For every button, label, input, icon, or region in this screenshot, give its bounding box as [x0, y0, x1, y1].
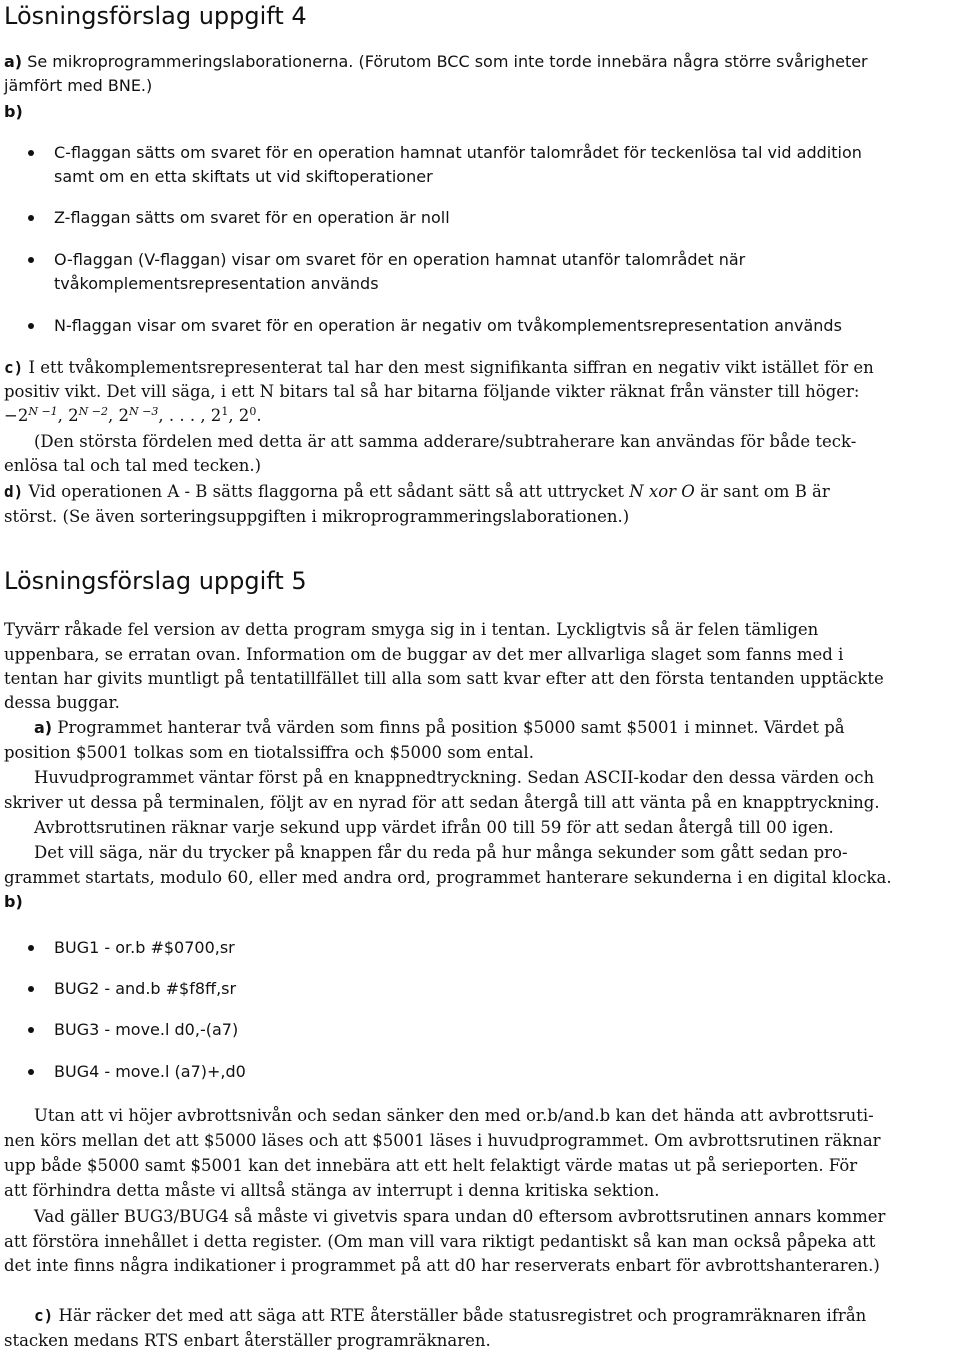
flag-c-line-2: samt om en etta skiftats ut vid skiftoperationer: [54, 167, 433, 186]
bug-3: BUG3 - move.l d0,-(a7): [54, 1020, 239, 1039]
part-4d-text-post: är sant om B är: [694, 482, 830, 501]
main-program-line-2: skriver ut dessa på terminalen, följt av en nyrad för att sedan återgå till att vänta på en knapptryckning.: [4, 793, 880, 812]
part-label-c: c): [34, 1306, 54, 1325]
part-5a-text-1: Programmet hanterar två värden som finns på position $5000 samt $5001 i minnet. Värdet på: [57, 718, 845, 737]
part-label-a: a): [4, 52, 23, 71]
part-5c-text-2: stacken medans RTS enbart återställer programräknaren.: [4, 1331, 491, 1350]
flag-o-line-1: O-flaggan (V-flaggan) visar om svaret för en operation hamnat utanför talområdet när: [54, 250, 746, 269]
bullet-icon: [28, 323, 34, 329]
part-4c-note-2: enlösa tal och tal med tecken.): [4, 456, 262, 475]
explanation-1-line-2: nen körs mellan det att $5000 läses och att $5001 läses i huvudprogrammet. Om avbrottsrutinen räknar: [4, 1131, 881, 1150]
explanation-2-line-1: Vad gäller BUG3/BUG4 så måste vi givetvis spara undan d0 eftersom avbrottsrutinen annars kommer: [34, 1207, 886, 1226]
part-4d: [4, 482, 830, 502]
part-4d-text-pre: Vid operationen A - B sätts flaggorna på ett sådant sätt så att uttrycket: [28, 482, 630, 501]
part-label-b: b): [4, 102, 23, 121]
flag-z-line-1: Z-flaggan sätts om svaret för en operation är noll: [54, 208, 450, 227]
intro-line-4: dessa buggar.: [4, 693, 120, 712]
intro-line-3: tentan har givits muntligt på tentatillfället till alla som satt kvar efter att den första tentanden upptäckte: [4, 669, 884, 688]
main-program-line-1: Huvudprogrammet väntar först på en knappnedtryckning. Sedan ASCII-kodar den dessa värden och: [34, 768, 875, 787]
part-5a: [34, 718, 845, 738]
summary-line-2: grammet startats, modulo 60, eller med andra ord, programmet hanterare sekunderna i en digital klocka.: [4, 868, 892, 887]
part-5c-text-1: Här räcker det med att säga att RTE återställer både statusregistret och programräknaren ifrån: [58, 1306, 867, 1325]
bug-4: BUG4 - move.l (a7)+,d0: [54, 1062, 246, 1081]
bullet-icon: [28, 215, 34, 221]
flag-n-line-1: N-flaggan visar om svaret för en operation är negativ om tvåkomplementsrepresentation används: [54, 316, 842, 335]
interrupt-routine-line: Avbrottsrutinen räknar varje sekund upp värdet ifrån 00 till 59 för att sedan återgå till 00 igen.: [34, 818, 834, 837]
part-4c-text-2: positiv vikt. Det vill säga, i ett N bitars tal så har bitarna följande vikter räknat från vänster till höger:: [4, 382, 860, 401]
explanation-1-line-4: att förhindra detta måste vi alltså stänga av interrupt i denna kritiska sektion.: [4, 1181, 660, 1200]
part-4d-expression: N xor O: [629, 482, 695, 501]
bug-2: BUG2 - and.b #$f8ff,sr: [54, 979, 237, 998]
part-label-b: b): [4, 892, 23, 911]
part-label-a: a): [34, 718, 53, 737]
part-4d-text-2: störst. (Se även sorteringsuppgiften i mikroprogrammeringslaborationen.): [4, 507, 630, 526]
section-4-title: Lösningsförslag uppgift 4: [4, 2, 307, 30]
part-5c: [34, 1306, 866, 1326]
part-4a: [4, 52, 868, 72]
bullet-icon: [28, 1069, 34, 1075]
bullet-icon: [28, 945, 34, 951]
bullet-icon: [28, 257, 34, 263]
part-5a-text-2: position $5001 tolkas som en tiotalssiffra och $5000 som ental.: [4, 743, 534, 762]
bullet-icon: [28, 1027, 34, 1033]
part-4a-text-1: Se mikroprogrammeringslaborationerna. (Förutom BCC som inte torde innebära några större svårigheter: [27, 52, 868, 71]
intro-line-1: Tyvärr råkade fel version av detta program smyga sig in i tentan. Lyckligtvis så är felen tämligen: [4, 620, 819, 639]
part-4c-text-1: I ett tvåkomplementsrepresenterat tal har den mest signifikanta siffran en negativ vikt istället för en: [28, 358, 874, 377]
section-5-title: Lösningsförslag uppgift 5: [4, 567, 307, 595]
bullet-icon: [28, 150, 34, 156]
flag-o-line-2: tvåkomplementsrepresentation används: [54, 274, 379, 293]
part-4c-note-1: (Den största fördelen med detta är att samma adderare/subtraherare kan användas för både teck-: [34, 432, 857, 451]
part-label-c: c): [4, 358, 24, 377]
part-4a-text-2: jämfört med BNE.): [4, 76, 153, 95]
intro-line-2: uppenbara, se erratan ovan. Information om de buggar av det mer allvarliga slaget som fanns med i: [4, 645, 844, 664]
explanation-2-line-3: det inte finns några indikationer i programmet på att d0 har reserverats enbart för avbrottshanteraren.): [4, 1256, 880, 1275]
bit-weights-formula: $-2^{N -1}$, $2^{N -2}$, $2^{N -3}$, . . . , $2^1$, $2^0$.: [4, 405, 262, 425]
explanation-2-line-2: att förstöra innehållet i detta register. (Om man vill vara riktigt pedantiskt så kan man också påpeka att: [4, 1232, 876, 1251]
bug-1: BUG1 - or.b #$0700,sr: [54, 938, 235, 957]
part-label-d: d): [4, 482, 24, 501]
flag-c-line-1: C-flaggan sätts om svaret för en operation hamnat utanför talområdet för teckenlösa tal vid addition: [54, 143, 862, 162]
bullet-icon: [28, 986, 34, 992]
explanation-1-line-1: Utan att vi höjer avbrottsnivån och sedan sänker den med or.b/and.b kan det hända att avbrottsruti-: [34, 1106, 874, 1125]
summary-line-1: Det vill säga, när du trycker på knappen får du reda på hur många sekunder som gått sedan pro-: [34, 843, 848, 862]
explanation-1-line-3: upp både $5000 samt $5001 kan det innebära att ett helt felaktigt värde matas ut på serieporten. För: [4, 1156, 858, 1175]
part-4c: [4, 358, 874, 378]
